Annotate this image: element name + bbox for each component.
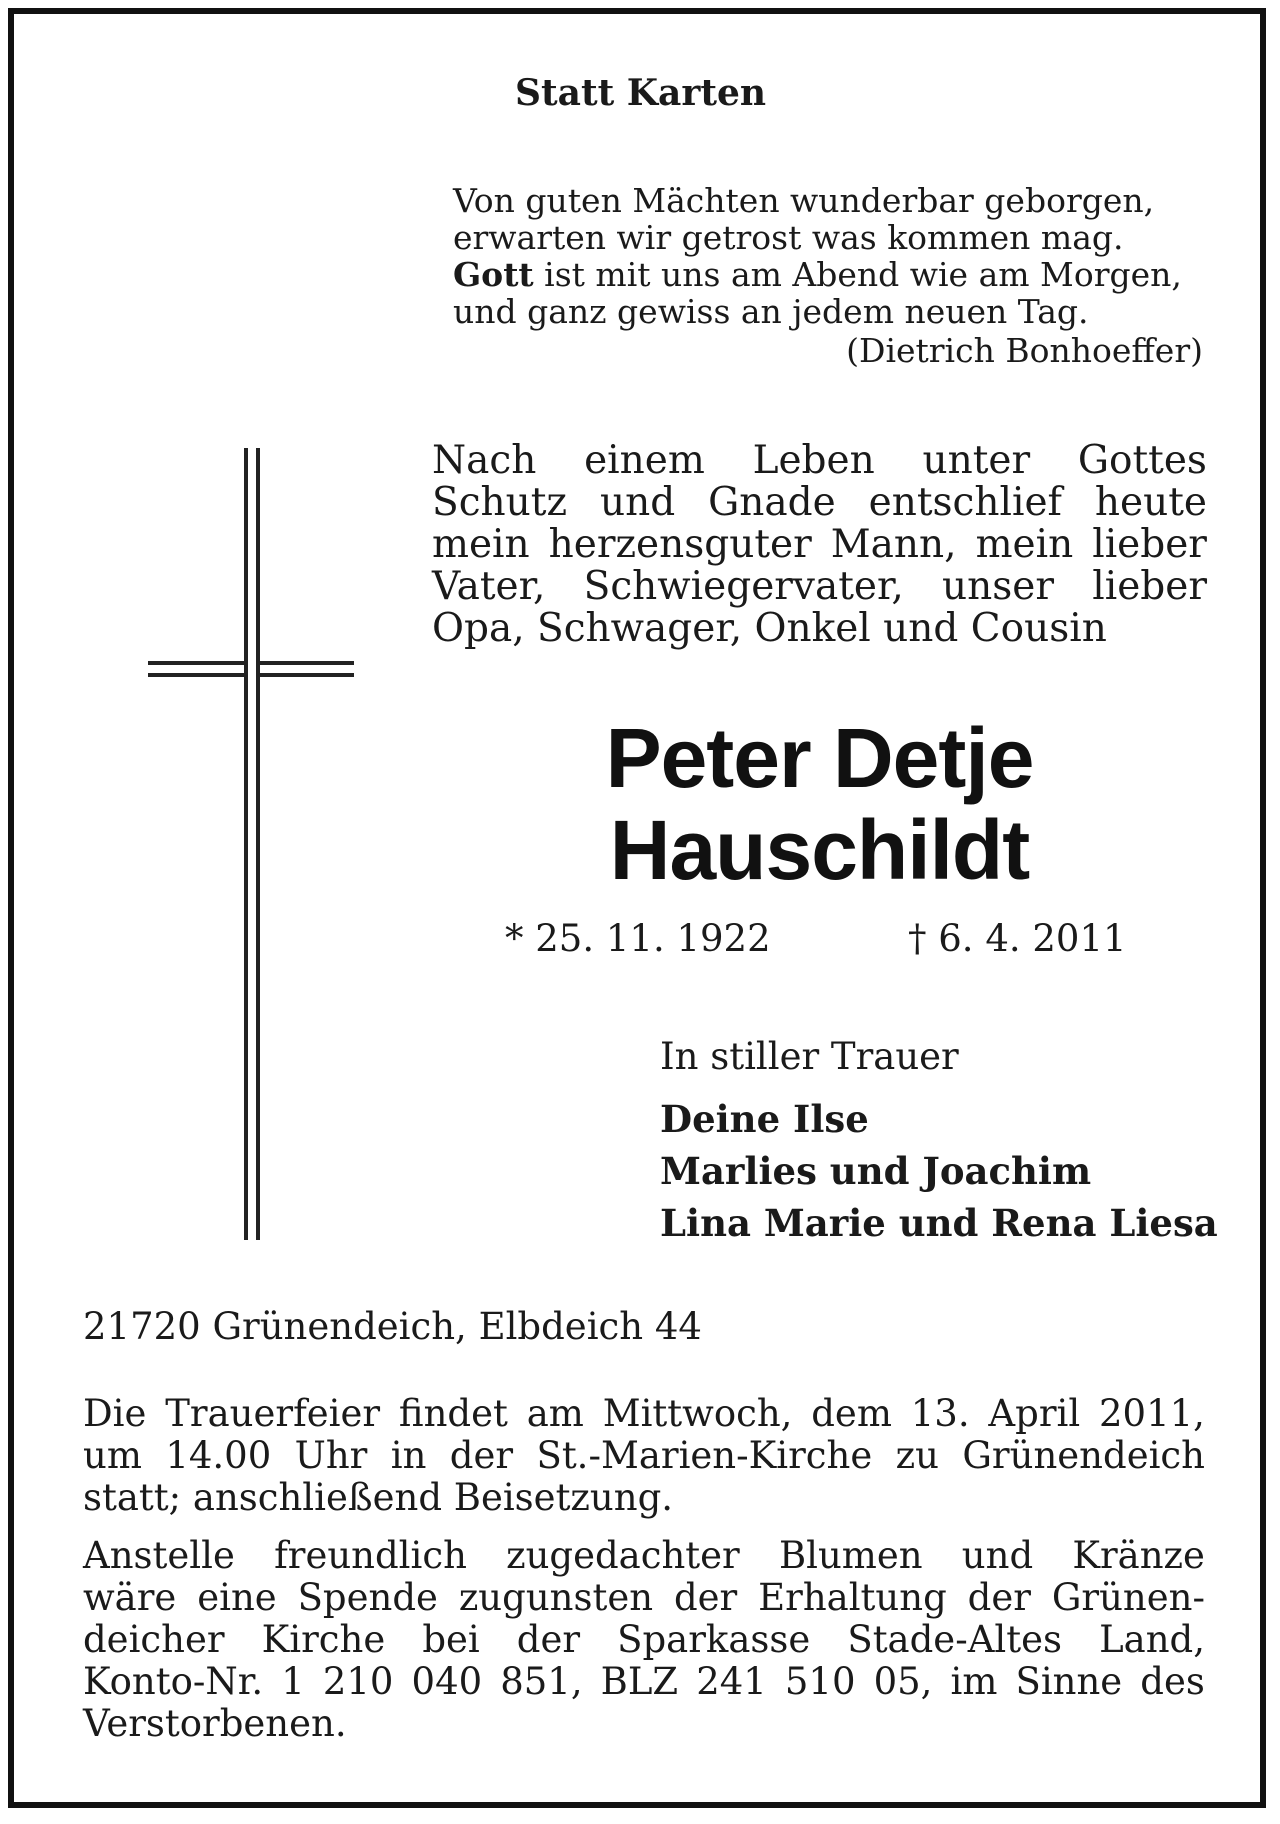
notice-heading: Statt Karten bbox=[515, 72, 767, 114]
word: Schutz bbox=[432, 480, 568, 525]
mourners-list bbox=[660, 1093, 1218, 1249]
address: 21720 Grünendeich, Elbdeich 44 bbox=[83, 1305, 702, 1348]
mourner-name: Lina Marie und Rena Liesa bbox=[660, 1201, 1218, 1245]
birth-date: * 25. 11. 1922 bbox=[505, 917, 771, 960]
word: 14.00 bbox=[165, 1434, 272, 1477]
word: 210 bbox=[322, 1660, 394, 1703]
donation-line bbox=[83, 1661, 1205, 1703]
word: Stade-Altes bbox=[847, 1618, 1063, 1661]
word: Gottes bbox=[1077, 438, 1207, 483]
word: lieber bbox=[1092, 522, 1207, 567]
word: Kirche bbox=[261, 1618, 386, 1661]
word: mein bbox=[432, 522, 530, 567]
word: Trauerfeier bbox=[165, 1392, 381, 1435]
intro-line bbox=[432, 440, 1207, 482]
ceremony-line bbox=[83, 1435, 1205, 1477]
deceased-name bbox=[432, 712, 1207, 896]
word: Sparkasse bbox=[617, 1618, 811, 1661]
word: der bbox=[967, 1576, 1031, 1619]
word: Leben bbox=[752, 438, 875, 483]
word: heute bbox=[1094, 480, 1207, 525]
poem-attribution: (Dietrich Bonhoeffer) bbox=[846, 331, 1203, 370]
intro-line bbox=[432, 566, 1207, 608]
intro-text bbox=[432, 440, 1207, 650]
word: der bbox=[673, 1576, 738, 1619]
ceremony-line bbox=[83, 1393, 1205, 1435]
word: Sinne bbox=[1015, 1660, 1123, 1703]
word: im bbox=[950, 1660, 998, 1703]
word: des bbox=[1140, 1660, 1205, 1703]
word: deicher bbox=[83, 1618, 225, 1661]
death-date: † 6. 4. 2011 bbox=[908, 917, 1127, 960]
word: und bbox=[599, 480, 676, 525]
ceremony-text bbox=[83, 1393, 1205, 1519]
intro-line bbox=[432, 482, 1207, 524]
word: Nach bbox=[432, 438, 537, 483]
donation-text bbox=[83, 1535, 1205, 1745]
word: Vater, bbox=[432, 564, 546, 609]
word: 510 bbox=[784, 1660, 856, 1703]
word: Kränze bbox=[1072, 1534, 1205, 1577]
word: 13. bbox=[910, 1392, 970, 1435]
word: zu bbox=[895, 1434, 939, 1477]
word: Erhaltung bbox=[758, 1576, 947, 1619]
poem-line: Von guten Mächten wunderbar geborgen, bbox=[453, 181, 1155, 220]
word: findet bbox=[398, 1392, 508, 1435]
word: Mann, bbox=[830, 522, 957, 567]
word: 05, bbox=[873, 1660, 933, 1703]
intro-line: Opa, Schwager, Onkel und Cousin bbox=[432, 606, 1107, 651]
word: wäre bbox=[83, 1576, 177, 1619]
word: Mittwoch, bbox=[602, 1392, 793, 1435]
word: einem bbox=[584, 438, 705, 483]
word: freundlich bbox=[274, 1534, 467, 1577]
donation-line bbox=[83, 1577, 1205, 1619]
word: Schwiegervater, bbox=[583, 564, 904, 609]
word: 851, bbox=[500, 1660, 583, 1703]
deceased-name-line: Hauschildt bbox=[609, 803, 1030, 897]
word: Grünendeich bbox=[962, 1434, 1205, 1477]
poem-bold-word: Gott bbox=[453, 255, 534, 294]
word: 1 bbox=[281, 1660, 305, 1703]
word: Konto-Nr. bbox=[83, 1660, 264, 1703]
donation-line bbox=[83, 1619, 1205, 1661]
word: und bbox=[961, 1534, 1034, 1577]
ceremony-line: statt; anschließend Beisetzung. bbox=[83, 1476, 674, 1519]
word: der bbox=[449, 1434, 514, 1477]
word: April bbox=[988, 1392, 1081, 1435]
word: unter bbox=[922, 438, 1031, 483]
poem-line-rest: ist mit uns am Abend wie am Morgen, bbox=[533, 255, 1182, 294]
word: Spende bbox=[297, 1576, 438, 1619]
word: am bbox=[526, 1392, 584, 1435]
word: eine bbox=[197, 1576, 277, 1619]
word: der bbox=[516, 1618, 581, 1661]
word: Die bbox=[83, 1392, 147, 1435]
word: in bbox=[390, 1434, 427, 1477]
mourner-name: Marlies und Joachim bbox=[660, 1149, 1092, 1193]
word: 241 bbox=[696, 1660, 767, 1703]
donation-line: Verstorbenen. bbox=[83, 1702, 347, 1745]
word: Anstelle bbox=[83, 1534, 235, 1577]
poem-line: und ganz gewiss an jedem neuen Tag. bbox=[453, 292, 1089, 331]
deceased-name-line: Peter Detje bbox=[605, 711, 1034, 805]
word: herzensguter bbox=[548, 522, 812, 567]
intro-line bbox=[432, 524, 1207, 566]
word: zugedachter bbox=[506, 1534, 740, 1577]
mourner-name: Deine Ilse bbox=[660, 1097, 869, 1141]
donation-line bbox=[83, 1535, 1205, 1577]
word: Grünen- bbox=[1051, 1576, 1205, 1619]
word: bei bbox=[422, 1618, 480, 1661]
word: 2011, bbox=[1099, 1392, 1205, 1435]
word: lieber bbox=[1092, 564, 1207, 609]
word: St.-Marien-Kirche bbox=[536, 1434, 873, 1477]
word: entschlief bbox=[868, 480, 1062, 525]
mourning-phrase: In stiller Trauer bbox=[660, 1035, 959, 1078]
poem-line: erwarten wir getrost was kommen mag. bbox=[453, 218, 1124, 257]
word: zugunsten bbox=[458, 1576, 654, 1619]
word: mein bbox=[975, 522, 1074, 567]
word: Gnade bbox=[708, 480, 836, 525]
word: 040 bbox=[411, 1660, 483, 1703]
word: BLZ bbox=[600, 1660, 679, 1703]
word: Land, bbox=[1099, 1618, 1205, 1661]
word: unser bbox=[942, 564, 1054, 609]
word: Uhr bbox=[294, 1434, 368, 1477]
word: dem bbox=[811, 1392, 892, 1435]
word: Blumen bbox=[778, 1534, 923, 1577]
word: um bbox=[83, 1434, 142, 1477]
